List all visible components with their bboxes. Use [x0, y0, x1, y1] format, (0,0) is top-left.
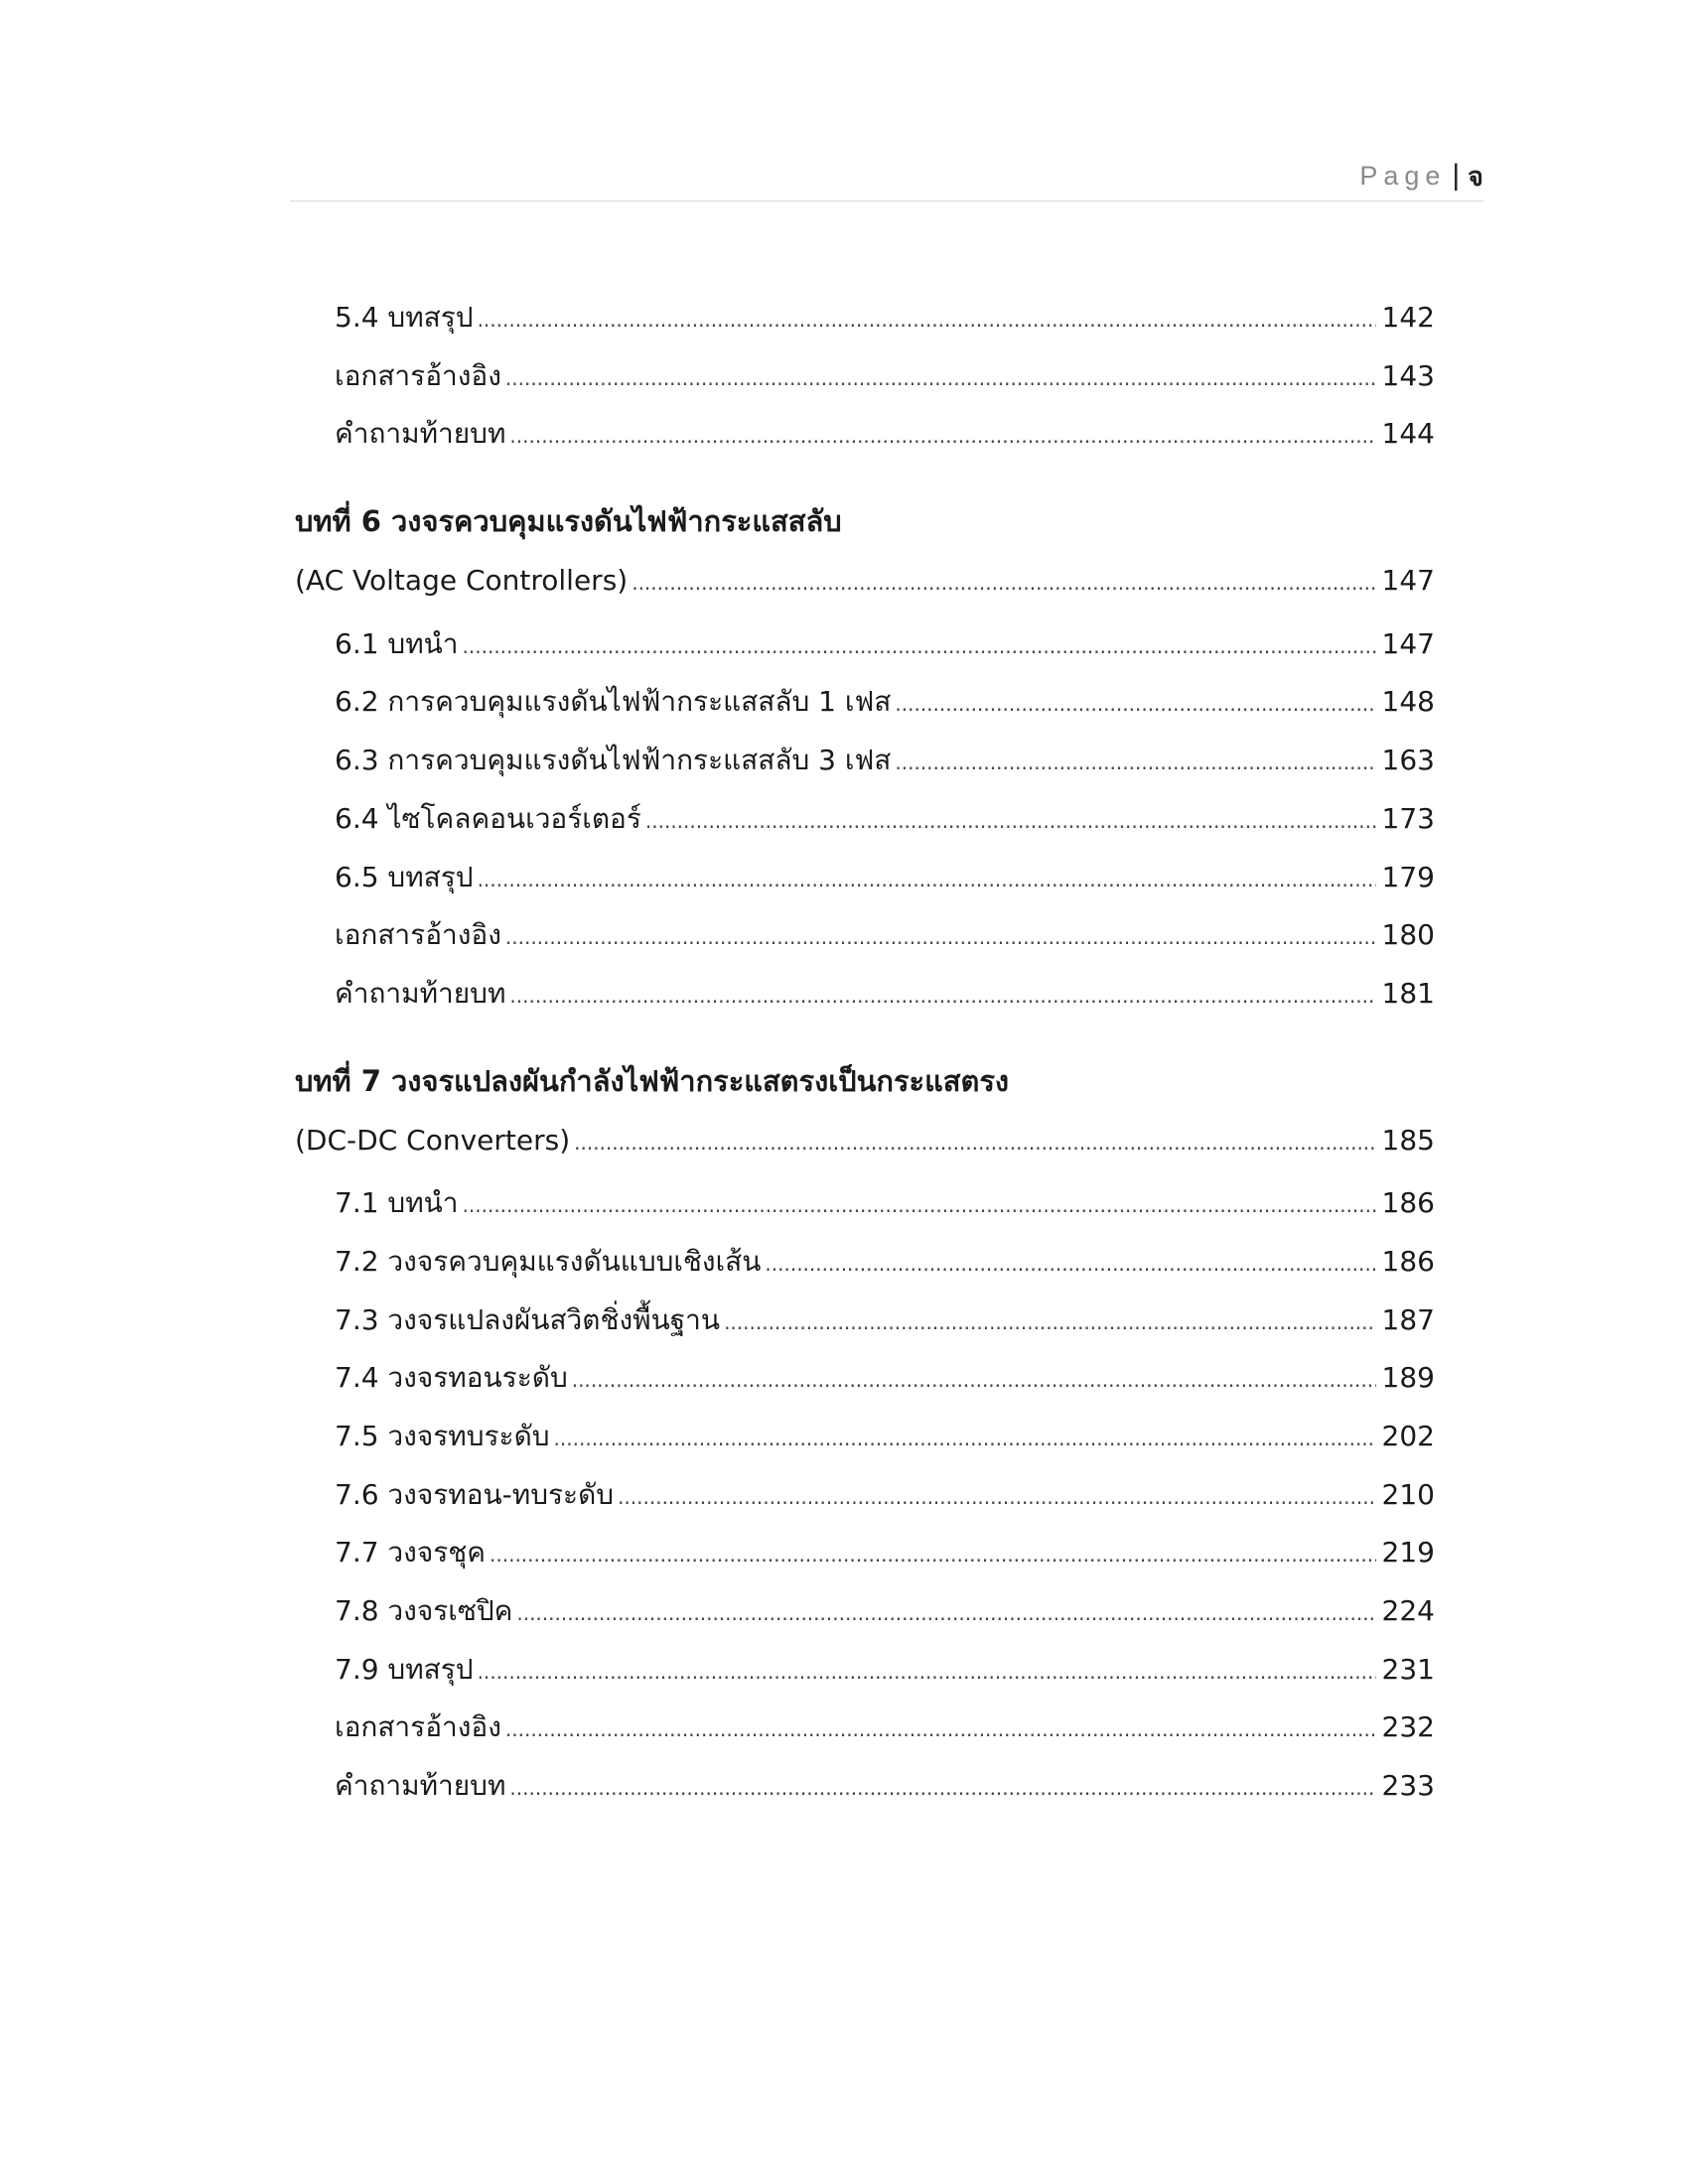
toc-entry-page: 185 [1381, 1123, 1435, 1157]
toc-entry-7-9[interactable] [295, 1648, 1435, 1706]
dot-leader [509, 417, 1375, 450]
dot-leader [645, 802, 1376, 835]
toc-entry-page: 173 [1381, 801, 1435, 835]
toc-entry-7-8[interactable] [295, 1589, 1435, 1648]
toc-entry-label: (AC Voltage Controllers) [295, 564, 629, 598]
dot-leader [895, 744, 1375, 776]
toc-entry-chapter-6-subtitle[interactable] [295, 564, 1435, 622]
dot-leader [895, 685, 1375, 718]
toc-entry-label: 7.1 บทนำ [335, 1186, 459, 1220]
toc-entry-5-questions[interactable] [295, 412, 1435, 471]
toc-entry-page: 219 [1381, 1536, 1435, 1570]
toc-entry-page: 224 [1381, 1594, 1435, 1628]
toc-entry-page: 210 [1381, 1477, 1435, 1511]
toc-entry-label: 7.4 วงจรทอนระดับ [335, 1361, 568, 1395]
toc-entry-page: 186 [1381, 1244, 1435, 1278]
toc-entry-5-references[interactable] [295, 354, 1435, 413]
dot-leader [505, 1710, 1376, 1743]
toc-entry-7-2[interactable] [295, 1240, 1435, 1298]
toc-entry-7-questions[interactable] [295, 1764, 1435, 1823]
toc-entry-label: 7.8 วงจรเซปิค [335, 1594, 513, 1628]
toc-entry-label: 7.9 บทสรุป [335, 1652, 474, 1686]
toc-entry-page: 202 [1381, 1420, 1435, 1452]
toc-entry-page: 179 [1381, 860, 1435, 893]
toc-entry-label: 7.5 วงจรทบระดับ [335, 1420, 550, 1452]
toc-entry-label: เอกสารอ้างอิง [335, 918, 501, 952]
toc-entry-label: 7.7 วงจรชุค [335, 1536, 487, 1570]
dot-leader [554, 1420, 1376, 1452]
toc-entry-chapter-7-subtitle[interactable] [295, 1124, 1435, 1182]
toc-entry-page: 180 [1381, 918, 1435, 952]
toc-entry-6-5[interactable] [295, 856, 1435, 914]
dot-leader [490, 1536, 1376, 1569]
dot-leader [505, 918, 1376, 951]
toc-entry-label: 6.4 ไซโคลคอนเวอร์เตอร์ [335, 801, 641, 835]
toc-entry-label: 6.5 บทสรุป [335, 860, 474, 893]
toc-entry-label: เอกสารอ้างอิง [335, 358, 501, 392]
dot-leader [724, 1303, 1375, 1336]
toc-entry-page: 148 [1381, 685, 1435, 719]
dot-leader [572, 1361, 1376, 1394]
toc-entry-page: 142 [1381, 301, 1435, 334]
toc-entry-page: 232 [1381, 1710, 1435, 1744]
toc-entry-5-4[interactable] [295, 296, 1435, 354]
chapter-7-title: บทที่ 7 วงจรแปลงผันกำลังไฟฟ้ากระแสตรงเป็นกระแสตรง [295, 1063, 1010, 1098]
toc-entry-label: 6.3 การควบคุมแรงดันไฟฟ้ากระแสสลับ 3 เฟส [335, 744, 892, 777]
toc-entry-7-7[interactable] [295, 1531, 1435, 1589]
toc-entry-page: 187 [1381, 1302, 1435, 1336]
dot-leader [516, 1594, 1375, 1627]
toc-entry-label: 5.4 บทสรุป [335, 301, 474, 334]
dot-leader [478, 861, 1376, 893]
toc-entry-label: เอกสารอ้างอิง [335, 1710, 501, 1744]
toc-entry-label: 7.2 วงจรควบคุมแรงดันแบบเชิงเส้น [335, 1244, 762, 1278]
page-header [290, 151, 1483, 202]
toc-entry-6-2[interactable] [295, 680, 1435, 739]
table-of-contents [295, 296, 1435, 1823]
dot-leader [765, 1245, 1375, 1278]
toc-entry-6-references[interactable] [295, 913, 1435, 972]
chapter-6-title: บทที่ 6 วงจรควบคุมแรงดันไฟฟ้ากระแสสลับ [295, 504, 842, 539]
toc-entry-label: (DC-DC Converters) [295, 1123, 571, 1157]
dot-leader [478, 301, 1376, 334]
dot-leader [574, 1124, 1375, 1157]
toc-entry-label: 7.3 วงจรแปลงผันสวิตชิ่งพื้นฐาน [335, 1302, 721, 1336]
toc-entry-7-6[interactable] [295, 1473, 1435, 1532]
toc-entry-page: 163 [1381, 744, 1435, 777]
toc-entry-label: 6.1 บทนำ [335, 626, 459, 660]
page-separator: | [1452, 159, 1461, 192]
toc-entry-label: 6.2 การควบคุมแรงดันไฟฟ้ากระแสสลับ 1 เฟส [335, 685, 892, 719]
dot-leader [478, 1653, 1376, 1686]
toc-entry-7-1[interactable] [295, 1181, 1435, 1240]
toc-entry-label: คำถามท้ายบท [335, 417, 506, 451]
toc-entry-page: 144 [1381, 417, 1435, 451]
toc-entry-7-references[interactable] [295, 1706, 1435, 1764]
page-number: จ [1468, 161, 1483, 193]
dot-leader [509, 977, 1375, 1010]
toc-entry-6-3[interactable] [295, 739, 1435, 797]
toc-entry-page: 181 [1381, 976, 1435, 1010]
dot-leader [463, 627, 1376, 660]
dot-leader [509, 1769, 1375, 1802]
toc-entry-6-1[interactable] [295, 622, 1435, 681]
toc-entry-6-4[interactable] [295, 797, 1435, 856]
dot-leader [632, 564, 1375, 597]
toc-entry-page: 147 [1381, 564, 1435, 598]
toc-entry-page: 186 [1381, 1186, 1435, 1220]
toc-entry-7-5[interactable] [295, 1415, 1435, 1473]
toc-entry-page: 233 [1381, 1769, 1435, 1803]
toc-entry-page: 147 [1381, 626, 1435, 660]
toc-entry-label: คำถามท้ายบท [335, 1769, 506, 1803]
page-label: Page [1359, 160, 1447, 191]
toc-entry-label: คำถามท้ายบท [335, 976, 506, 1010]
dot-leader [505, 359, 1376, 392]
toc-entry-page: 143 [1381, 358, 1435, 392]
toc-entry-label: 7.6 วงจรทอน-ทบระดับ [335, 1477, 615, 1511]
toc-entry-page: 231 [1381, 1652, 1435, 1686]
dot-leader [463, 1186, 1376, 1219]
toc-entry-7-4[interactable] [295, 1356, 1435, 1415]
toc-entry-page: 189 [1381, 1361, 1435, 1395]
toc-entry-7-3[interactable] [295, 1298, 1435, 1357]
toc-entry-6-questions[interactable] [295, 972, 1435, 1030]
dot-leader [618, 1478, 1375, 1511]
